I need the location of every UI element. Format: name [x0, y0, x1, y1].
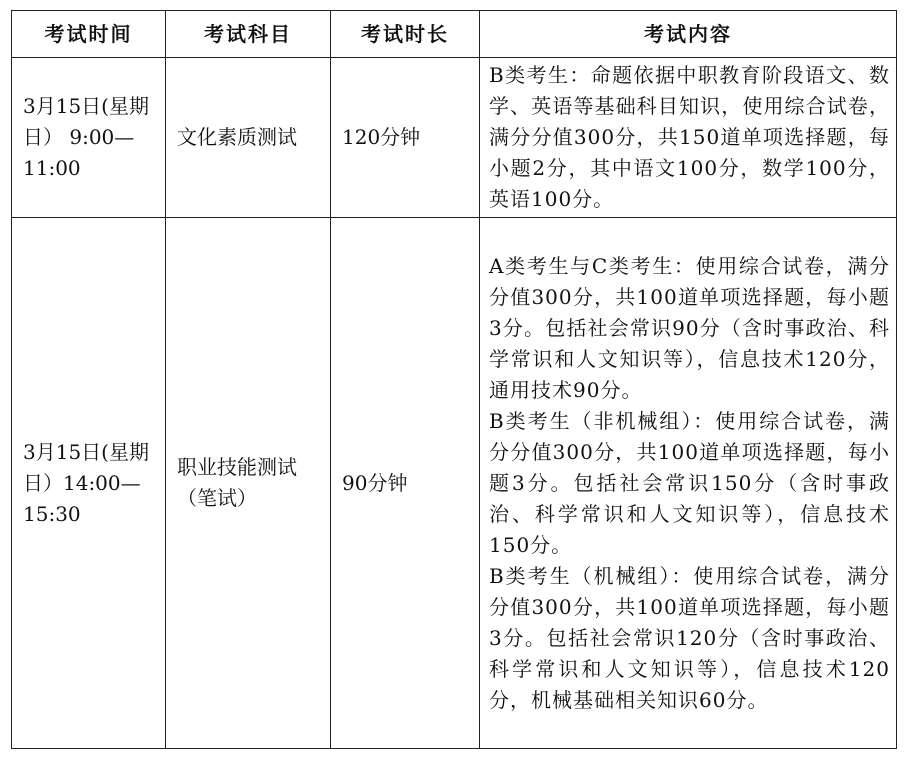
exam-schedule-table: [11, 10, 897, 749]
exam-content-cell: [480, 58, 897, 218]
exam-subject-cell: 职业技能测试（笔试）: [166, 218, 331, 749]
content-paragraph: B类考生：命题依据中职教育阶段语文、数学、英语等基础科目知识，使用综合试卷，满分分值300分，共150道单项选择题，每小题2分，其中语文100分，数学100分，英语100分。: [489, 63, 890, 211]
exam-content-cell: [480, 218, 897, 749]
content-paragraph: B类考生（非机械组）：使用综合试卷，满分分值300分，共100道单项选择题，每小题3分。包括社会常识150分（含时事政治、科学常识和人文知识等），信息技术150分。: [489, 408, 890, 557]
exam-subject-cell: 文化素质测试: [166, 58, 331, 218]
header-exam-time: 考试时间: [12, 11, 166, 58]
content-paragraph: B类考生（机械组）：使用综合试卷，满分分值300分，共100道单项选择题，每小题3分。包括社会常识120分（含时事政治、科学常识和人文知识等），信息技术120分，机械基础相关知识60分。: [489, 563, 890, 712]
content-paragraph: A类考生与C类考生：使用综合试卷，满分分值300分，共100道单项选择题，每小题3分。包括社会常识90分（含时事政治、科学常识和人文知识等），信息技术120分，通用技术90分。: [489, 253, 890, 402]
header-exam-content: 考试内容: [480, 11, 897, 58]
table-row: [12, 218, 897, 749]
exam-time-cell: 3月15日(星期日） 9:00—11:00: [12, 58, 166, 218]
header-exam-duration: 考试时长: [331, 11, 480, 58]
exam-duration-cell: 120分钟: [331, 58, 480, 218]
header-exam-subject: 考试科目: [166, 11, 331, 58]
table-row: [12, 58, 897, 218]
exam-time-cell: 3月15日(星期日）14:00—15:30: [12, 218, 166, 749]
table-header-row: [12, 11, 897, 58]
exam-duration-cell: 90分钟: [331, 218, 480, 749]
